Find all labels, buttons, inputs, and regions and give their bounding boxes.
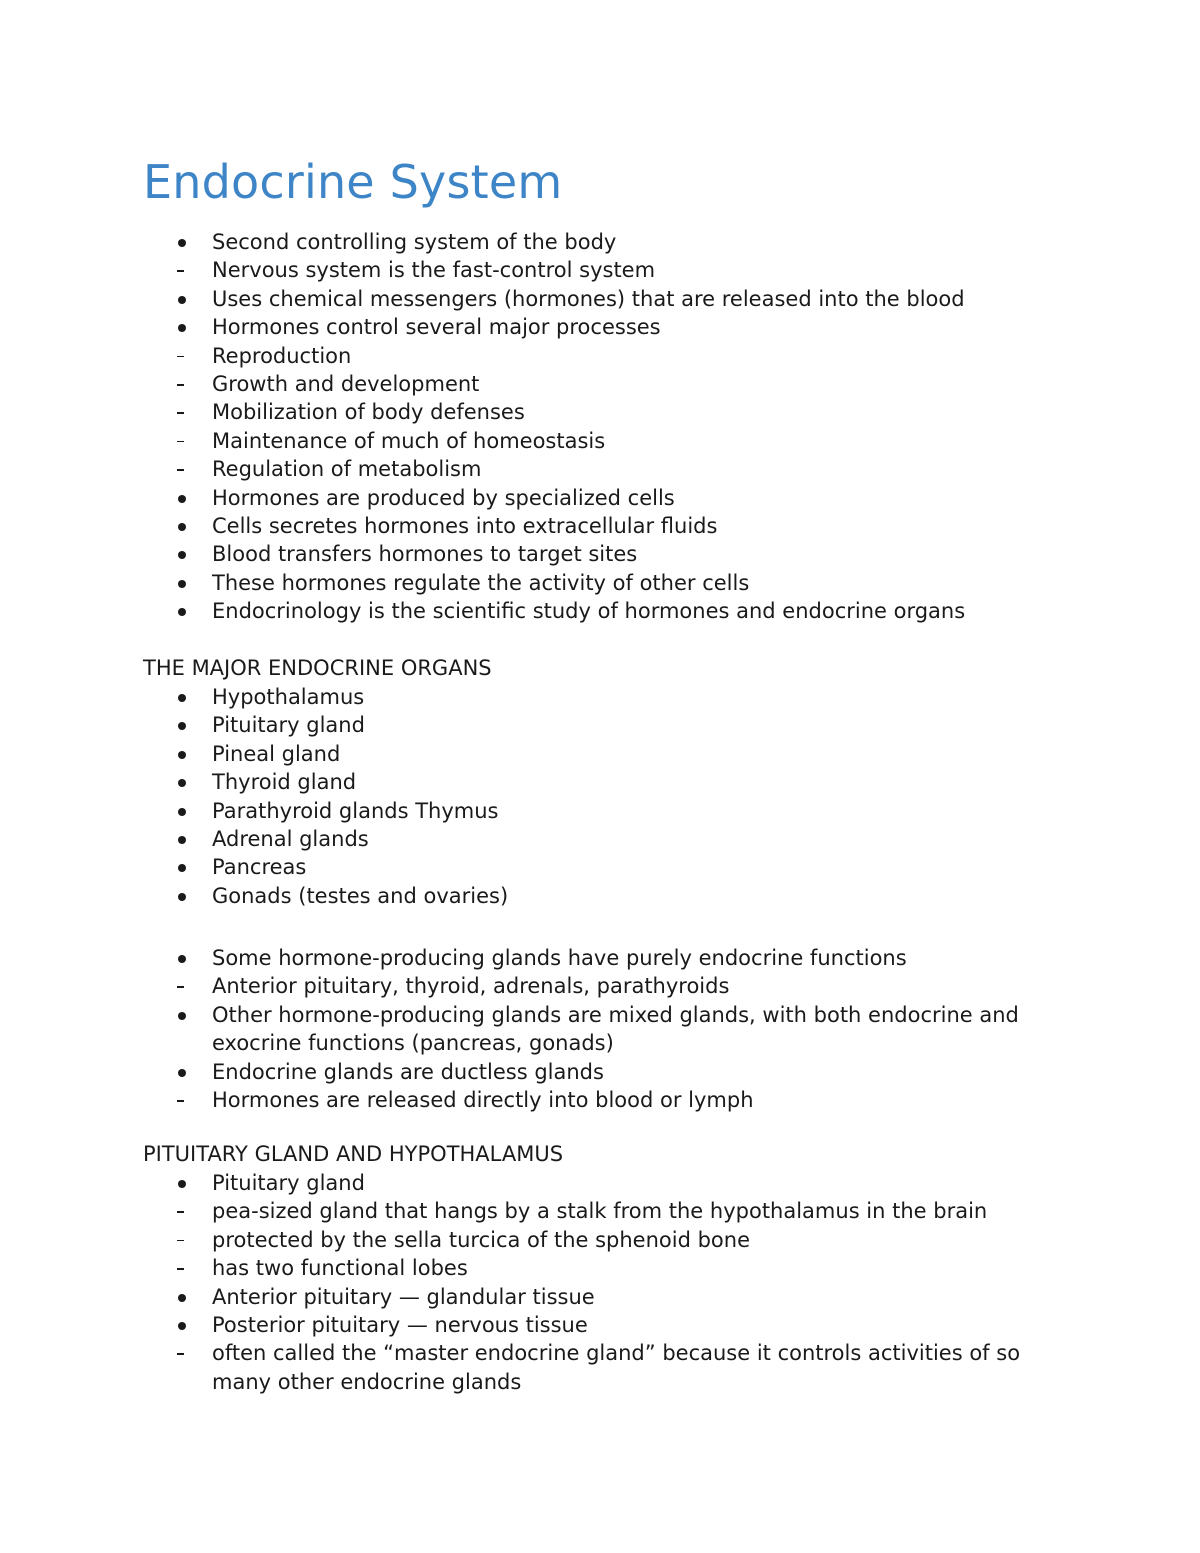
sub-item [0,1226,1200,1254]
dash-marker [174,972,188,1000]
item-text: protected by the sella turcica of the sphenoid bone [212,1227,751,1252]
item-text: Hypothalamus [212,685,365,709]
bullet-item [0,711,1200,739]
dash-marker [174,1086,188,1114]
dash-marker [174,427,188,455]
bullet-item [0,1283,1200,1311]
bullet-item [0,853,1200,881]
item-text: has two functional lobes [212,1256,468,1281]
dash-marker [174,1226,188,1254]
bullet-marker [174,1001,188,1029]
item-text: Pancreas [212,855,307,880]
bullet-marker [174,540,188,568]
sub-item [0,1086,1200,1114]
item-text: Parathyroid glands Thymus [212,798,499,823]
bullet-marker [174,683,188,711]
bullet-item [0,768,1200,796]
item-text: Maintenance of much of homeostasis [212,428,606,453]
bullet-item [0,797,1200,825]
item-text: Adrenal glands [212,827,369,852]
pituitary-list [0,1169,1200,1396]
bullet-item [0,882,1200,910]
item-text: Hormones are produced by specialized cells [212,485,675,510]
sub-item [0,1197,1200,1225]
bullet-marker [174,484,188,512]
item-text: Pituitary gland [212,1171,365,1195]
dash-marker [174,398,188,426]
item-text: often called the “master endocrine gland” because it controls activities of so many other endocrine glands [212,1341,1021,1394]
item-text: Pituitary gland [212,713,365,738]
sub-item [0,398,1200,426]
dash-marker [174,1339,188,1367]
item-text: Nervous system is the fast-control system [212,258,656,283]
item-text: Regulation of metabolism [212,457,482,482]
bullet-marker [174,285,188,313]
bullet-marker [174,711,188,739]
bullet-item [0,944,1200,972]
bullet-marker [174,825,188,853]
item-text: Anterior pituitary, thyroid, adrenals, parathyroids [212,974,730,999]
bullet-item [0,285,1200,313]
dash-marker [174,370,188,398]
item-text: Hormones are released directly into blood or lymph [212,1088,754,1113]
bullet-item [0,313,1200,341]
item-text: Posterior pituitary — nervous tissue [212,1313,588,1338]
bullet-marker [174,1283,188,1311]
item-text: Hormones control several major processes [212,315,661,340]
dash-marker [174,455,188,483]
bullet-marker [174,313,188,341]
sub-item [0,455,1200,483]
item-text: Thyroid gland [212,770,357,795]
bullet-item [0,1001,1200,1058]
bullet-item [0,540,1200,568]
item-text: Mobilization of body defenses [212,400,525,425]
bullet-item [0,228,1200,256]
dash-marker [174,1254,188,1282]
intro-list [0,228,1200,626]
sub-item [0,1339,1200,1396]
bullet-marker [174,882,188,910]
bullet-marker [174,228,188,256]
sub-item [0,370,1200,398]
item-text: These hormones regulate the activity of other cells [212,570,750,595]
sub-item [0,972,1200,1000]
bullet-item [0,1058,1200,1086]
bullet-item [0,1169,1200,1197]
sub-item [0,256,1200,284]
item-text: Pineal gland [212,741,341,766]
bullet-marker [174,597,188,625]
item-text: Second controlling system of the body [212,230,617,254]
bullet-marker [174,768,188,796]
item-text: Other hormone-producing glands are mixed glands, with both endocrine and exocrine functions (pancreas, gonads) [212,1002,1019,1056]
item-text: Endocrinology is the scientific study of hormones and endocrine organs [212,599,966,624]
dash-marker [174,1197,188,1225]
sub-item [0,427,1200,455]
item-text: pea-sized gland that hangs by a stalk from the hypothalamus in the brain [212,1199,988,1224]
document-title: Endocrine System [143,155,563,209]
bullet-item [0,512,1200,540]
section-heading-pituitary: PITUITARY GLAND AND HYPOTHALAMUS [143,1142,564,1166]
dash-marker [174,342,188,370]
bullet-marker [174,1311,188,1339]
section-heading-major-organs: THE MAJOR ENDOCRINE ORGANS [143,656,492,680]
item-text: Cells secretes hormones into extracellular fluids [212,514,718,539]
sub-item [0,342,1200,370]
item-text: Endocrine glands are ductless glands [212,1059,604,1084]
bullet-marker [174,569,188,597]
bullet-item [0,740,1200,768]
item-text: Growth and development [212,372,480,397]
bullet-marker [174,944,188,972]
item-text: Uses chemical messengers (hormones) that are released into the blood [212,286,965,311]
item-text: Gonads (testes and ovaries) [212,883,509,908]
bullet-item [0,1311,1200,1339]
bullet-marker [174,1169,188,1197]
item-text: Some hormone-producing glands have purely endocrine functions [212,946,907,970]
sub-item [0,1254,1200,1282]
bullet-marker [174,797,188,825]
dash-marker [174,256,188,284]
organs-list [0,683,1200,910]
bullet-marker [174,512,188,540]
item-text: Reproduction [212,343,352,368]
glands-list [0,944,1200,1114]
bullet-marker [174,853,188,881]
bullet-item [0,597,1200,625]
bullet-item [0,569,1200,597]
bullet-item [0,484,1200,512]
bullet-item [0,683,1200,711]
bullet-marker [174,1058,188,1086]
item-text: Anterior pituitary — glandular tissue [212,1284,595,1309]
bullet-marker [174,740,188,768]
bullet-item [0,825,1200,853]
item-text: Blood transfers hormones to target sites [212,542,638,567]
